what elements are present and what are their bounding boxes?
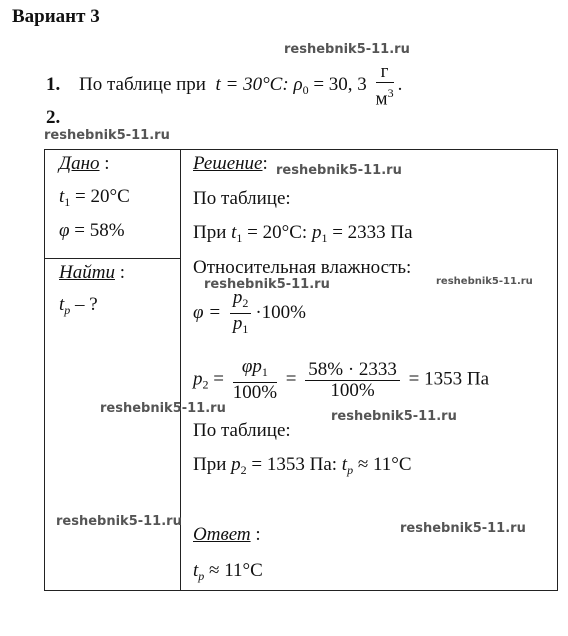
watermark: reshebnik5-11.ru bbox=[331, 409, 457, 424]
unit-numerator: г bbox=[376, 62, 394, 83]
by-table-1: По таблице: bbox=[193, 188, 291, 209]
fraction-p2-p1: $\frac{p_2}{p_1}$ bbox=[230, 288, 252, 339]
problem-1-number: 1. bbox=[46, 74, 61, 96]
problem-2-number: 2. bbox=[46, 107, 61, 128]
fraction-phi-p1: $\frac{\varphi p_1}{100\%}$ bbox=[232, 356, 278, 403]
watermark: reshebnik5-11.ru bbox=[436, 276, 533, 287]
relative-humidity-label: Относительная влажность: bbox=[193, 257, 412, 278]
page-title: Вариант 3 bbox=[12, 6, 100, 27]
rho-symbol: ρ bbox=[293, 74, 303, 96]
watermark: reshebnik5-11.ru bbox=[400, 521, 526, 536]
line-p1: При $t_1 = 20^\circ C$: $p_1 = 2333$ Па bbox=[193, 222, 413, 245]
density-unit-fraction bbox=[376, 62, 394, 109]
watermark: reshebnik5-11.ru bbox=[100, 401, 226, 416]
problem-1 bbox=[46, 62, 402, 109]
fraction-numeric: $\frac{58\% \cdot 2333}{100\%}$ bbox=[305, 360, 400, 401]
rho-subscript: 0 bbox=[302, 83, 309, 98]
given-phi: φ = 58% bbox=[59, 220, 125, 241]
watermark: reshebnik5-11.ru bbox=[44, 128, 170, 143]
watermark: reshebnik5-11.ru bbox=[204, 277, 330, 292]
najti-heading: Найти : bbox=[59, 262, 125, 283]
problem-1-text: По таблице при bbox=[79, 74, 206, 96]
given-t1: $t_1 = 20^\circ C$ bbox=[59, 186, 130, 209]
row-divider bbox=[45, 258, 180, 259]
equation-phi: φ = $\frac{p_2}{p_1}$ ·100% bbox=[193, 288, 306, 339]
dano-heading: Дано : bbox=[59, 153, 110, 174]
otvet-heading: Ответ : bbox=[193, 524, 261, 545]
line-p2: При $p_2 = 1353$ Па: $t_p \approx 11^\circ C$ bbox=[193, 454, 412, 477]
unit-denominator: $м^3$ bbox=[375, 86, 394, 110]
watermark: reshebnik5-11.ru bbox=[56, 514, 182, 529]
watermark: reshebnik5-11.ru bbox=[276, 163, 402, 178]
rho-value: = 30, 3 bbox=[313, 74, 367, 96]
find-tp: $t_p$ – ? bbox=[59, 294, 98, 317]
reshenie-heading: Решение: bbox=[193, 153, 268, 174]
watermark: reshebnik5-11.ru bbox=[284, 42, 410, 57]
problem-1-end: . bbox=[397, 74, 403, 96]
by-table-2: По таблице: bbox=[193, 420, 291, 441]
answer: $t_p \approx 11^\circ C$ bbox=[193, 560, 263, 583]
equation-p2: $p_2$ = $\frac{\varphi p_1}{100\%}$ = $\frac{58\% \cdot 2333}{100\%}$ = 1353 Па bbox=[193, 356, 490, 403]
problem-1-condition: t = 30°C: bbox=[215, 74, 289, 96]
